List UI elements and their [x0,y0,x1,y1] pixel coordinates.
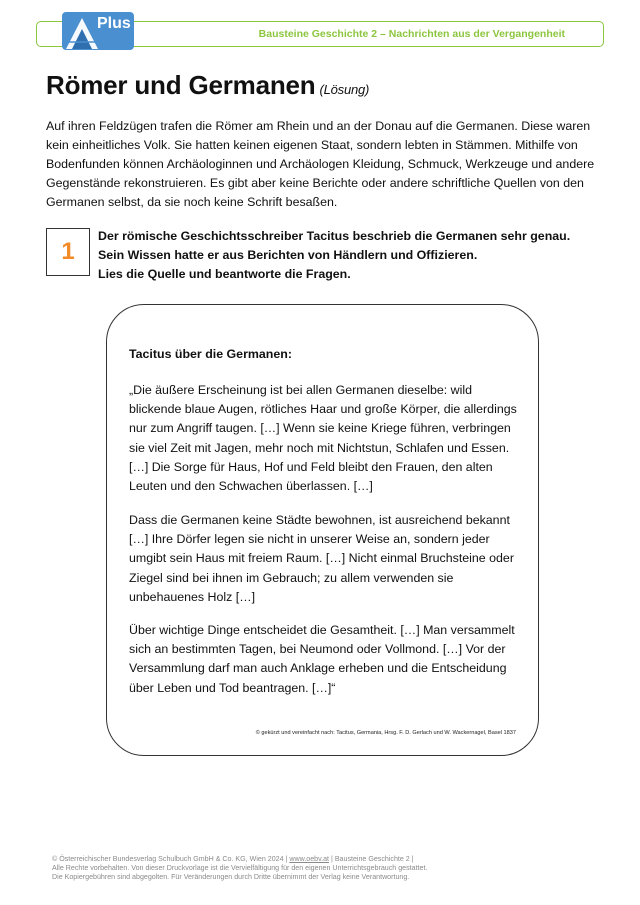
source-citation: © gekürzt und vereinfacht nach: Tacitus, Germania, Hrsg. F. D. Gerlach und W. Wackernagel, Basel 1837 [255,730,516,736]
footer-line-1 [52,855,612,864]
source-paragraph: „Die äußere Erscheinung ist bei allen Germanen dieselbe: wild blickende blaue Augen, rötliches Haar und große Körper, die allerdings nur zum Angriff taugen. […] Wenn sie keine Kriege führen, verbringen sie viel Zeit mit Jagen, mehr noch mit Nichtstun, Schlafen und Essen. […] Die Sorge für Haus, Hof und Feld bleibt den Frauen, den alten Leuten und den Schwachen überlassen. […] [129,383,517,494]
footer-copyright: © Österreichischer Bundesverlag Schulbuch GmbH & Co. KG, Wien 2024 | [52,855,290,863]
page-subtitle: (Lösung) [319,82,370,97]
header-title: Bausteine Geschichte 2 – Nachrichten aus der Vergangenheit [258,28,565,40]
plus-logo [62,12,134,50]
task-line: Der römische Geschichtsschreiber Tacitus beschrieb die Germanen sehr genau. [98,229,571,243]
page-title-text: Römer und Germanen [46,70,316,100]
source-heading: Tacitus über die Germanen: [129,347,292,361]
task-line: Lies die Quelle und beantworte die Fragen. [98,267,351,281]
publisher-link[interactable]: www.oebv.at [289,855,330,863]
footer-book-title: | Bausteine Geschichte 2 | [329,855,414,863]
source-paragraph: Dass die Germanen keine Städte bewohnen, ist ausreichend bekannt […] Ihre Dörfer legen sie nicht in unserer Weise an, sondern jeder umgibt sein Haus mit freiem Raum. […] Nicht einmal Bruchsteine oder Ziegel sind bei ihnen im Gebrauch; zu allem verwenden sie unbehauenes Holz […] [129,513,514,604]
source-paragraph: Über wichtige Dinge entscheidet die Gesamtheit. […] Man versammelt sich an bestimmten Tagen, bei Neumond oder Vollmond. […] Vor der Versammlung darf man auch Anklage erheben und die Entscheidung über Leben und Tod beantragen. […]“ [129,623,515,695]
intro-text: Auf ihren Feldzügen trafen die Römer am Rhein und an der Donau auf die Germanen. Diese waren kein einheitliches Volk. Sie hatten keinen eigenen Staat, sondern lebten in Stämmen. Mithilfe von Bodenfunden können Archäologinnen und Archäologen Kleidung, Schmuck, Werkzeuge und andere Gegenstände rekonstruieren. Es gibt aber keine Berichte oder andere schriftliche Quellen von den Germanen selbst, da sie noch keine Schrift besaßen. [46,119,595,209]
footer [52,855,612,883]
task-instructions [98,227,598,284]
source-box [106,304,539,756]
footer-line-3: Die Kopiergebühren sind abgegolten. Für Veränderungen durch Dritte übernimmt der Verlag keine Verantwortung. [52,873,410,882]
task-number-badge: 1 [46,228,90,276]
footer-line-2: Alle Rechte vorbehalten. Von dieser Druckvorlage ist die Vervielfältigung für den eigenen Unterrichtsgebrauch gestattet. [52,864,428,873]
page-title [46,70,369,101]
task-line: Sein Wissen hatte er aus Berichten von Händlern und Offizieren. [98,248,478,262]
logo-text: Plus [97,15,131,32]
